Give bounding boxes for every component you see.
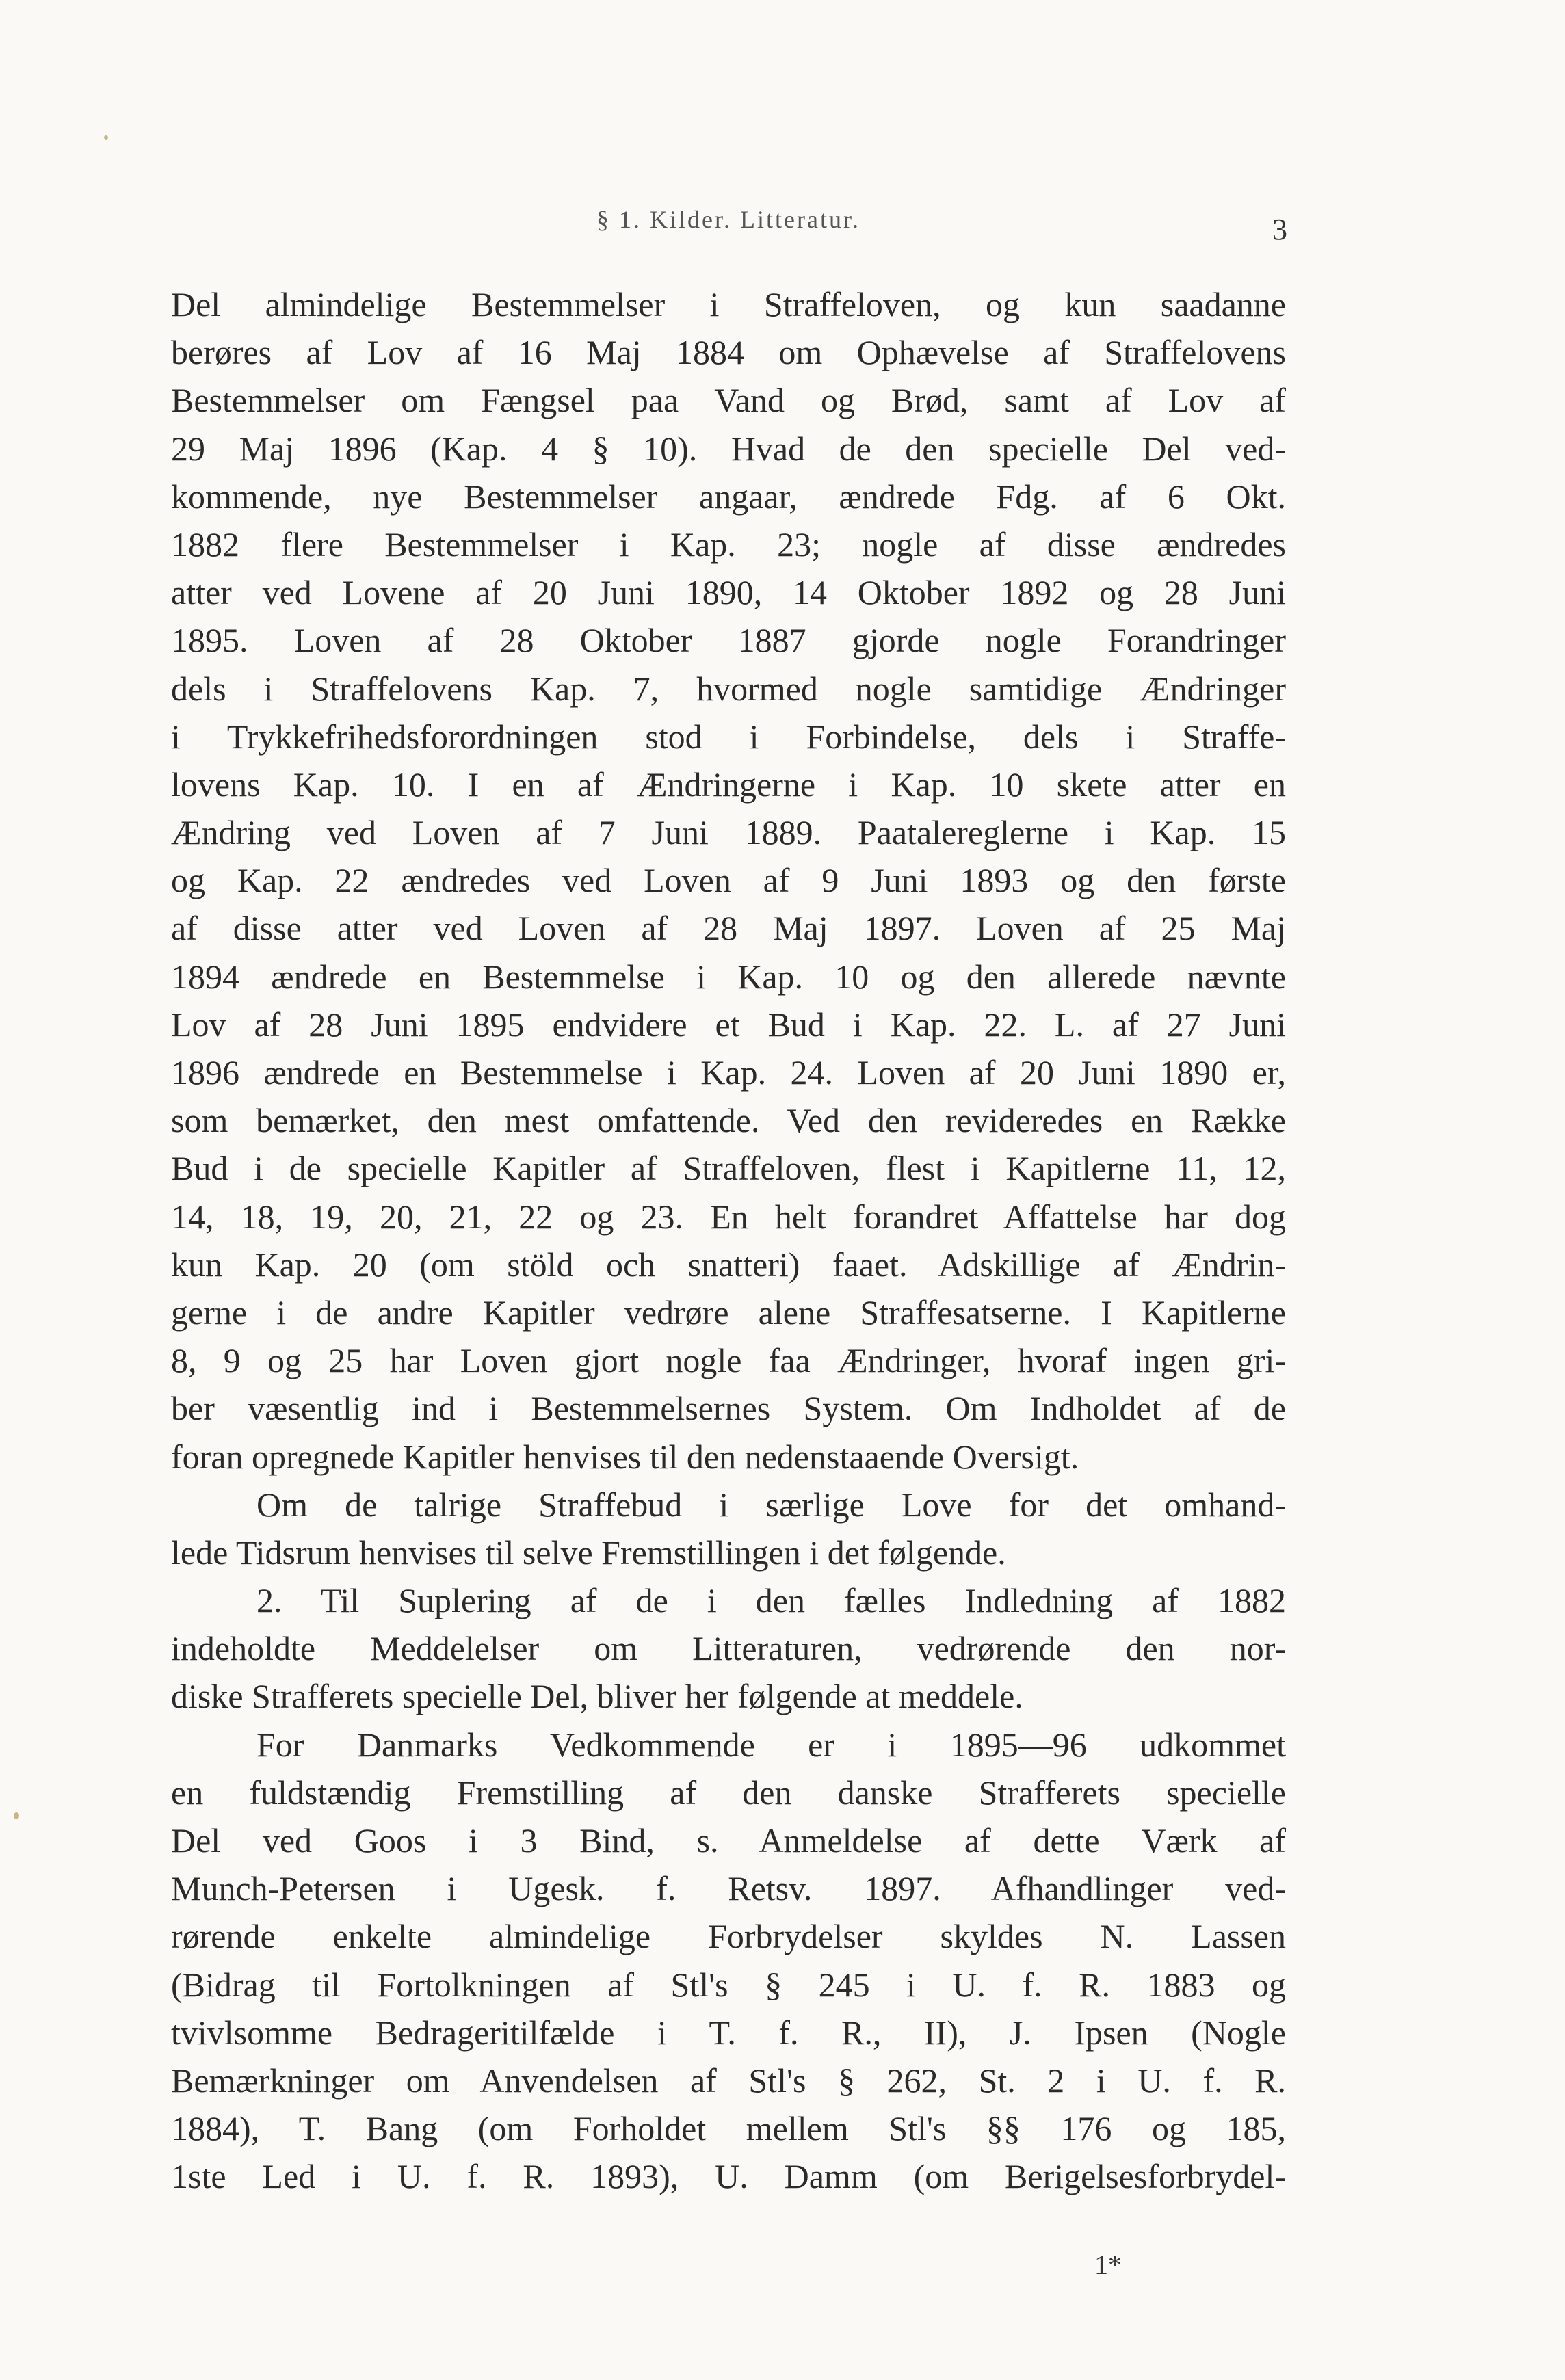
text-line: rørende enkelte almindelige Forbrydelser skyldes N. Lassen bbox=[171, 1917, 1286, 1956]
text-line: Del almindelige Bestemmelser i Straffeloven, og kun saadanne bbox=[171, 285, 1286, 323]
text-line: som bemærket, den mest omfattende. Ved den revideredes en Række bbox=[171, 1101, 1286, 1140]
running-head bbox=[171, 205, 1286, 253]
text-line: 2. Til Suplering af de i den fælles Indledning af 1882 bbox=[257, 1581, 1286, 1620]
text-line: foran opregnede Kapitler henvises til den nedenstaaende Oversigt. bbox=[171, 1437, 1079, 1476]
text-line: 8, 9 og 25 har Loven gjort nogle faa Ændringer, hvoraf ingen gri- bbox=[171, 1341, 1286, 1380]
text-line: 14, 18, 19, 20, 21, 22 og 23. En helt forandret Affattelse har dog bbox=[171, 1197, 1286, 1236]
text-line: Bestemmelser om Fængsel paa Vand og Brød, samt af Lov af bbox=[171, 381, 1286, 420]
text-line: tvivlsomme Bedrageritilfælde i T. f. R., II), J. Ipsen (Nogle bbox=[171, 2013, 1286, 2052]
text-line: Munch-Petersen i Ugesk. f. Retsv. 1897. Afhandlinger ved- bbox=[171, 1869, 1286, 1908]
text-line: 29 Maj 1896 (Kap. 4 § 10). Hvad de den specielle Del ved- bbox=[171, 429, 1286, 468]
text-line: For Danmarks Vedkommende er i 1895—96 udkommet bbox=[257, 1725, 1286, 1764]
text-line: diske Strafferets specielle Del, bliver her følgende at meddele. bbox=[171, 1677, 1023, 1716]
text-line: lovens Kap. 10. I en af Ændringerne i Kap. 10 skete atter en bbox=[171, 765, 1286, 804]
text-line: berøres af Lov af 16 Maj 1884 om Ophævelse af Straffelovens bbox=[171, 333, 1286, 372]
running-title: § 1. Kilder. Litteratur. bbox=[596, 206, 860, 233]
text-line: 1894 ændrede en Bestemmelse i Kap. 10 og den allerede nævnte bbox=[171, 957, 1286, 996]
text-line: 1882 flere Bestemmelser i Kap. 23; nogle af disse ændredes bbox=[171, 525, 1286, 564]
text-line: 1895. Loven af 28 Oktober 1887 gjorde nogle Forandringer bbox=[171, 621, 1286, 660]
text-line: Del ved Goos i 3 Bind, s. Anmeldelse af dette Værk af bbox=[171, 1821, 1286, 1860]
text-line: Ændring ved Loven af 7 Juni 1889. Paatalereglerne i Kap. 15 bbox=[171, 813, 1286, 852]
text-line: Om de talrige Straffebud i særlige Love for det omhand- bbox=[257, 1485, 1286, 1524]
paper-speck bbox=[14, 1812, 19, 1819]
text-line: kommende, nye Bestemmelser angaar, ændrede Fdg. af 6 Okt. bbox=[171, 477, 1286, 516]
text-line: af disse atter ved Loven af 28 Maj 1897. Loven af 25 Maj bbox=[171, 909, 1286, 948]
text-line: atter ved Lovene af 20 Juni 1890, 14 Oktober 1892 og 28 Juni bbox=[171, 573, 1286, 612]
text-line: gerne i de andre Kapitler vedrøre alene Straffesatserne. I Kapitlerne bbox=[171, 1293, 1286, 1332]
text-line: Bud i de specielle Kapitler af Straffeloven, flest i Kapitlerne 11, 12, bbox=[171, 1149, 1286, 1188]
text-line: indeholdte Meddelelser om Litteraturen, vedrørende den nor- bbox=[171, 1629, 1286, 1668]
paper-speck bbox=[104, 135, 108, 140]
text-line: i Trykkefrihedsforordningen stod i Forbindelse, dels i Straffe- bbox=[171, 717, 1286, 756]
page-number: 3 bbox=[1272, 213, 1287, 246]
text-line: ber væsentlig ind i Bestemmelsernes System. Om Indholdet af de bbox=[171, 1389, 1286, 1428]
text-line: Lov af 28 Juni 1895 endvidere et Bud i Kap. 22. L. af 27 Juni bbox=[171, 1005, 1286, 1044]
text-line: 1884), T. Bang (om Forholdet mellem Stl's §§ 176 og 185, bbox=[171, 2109, 1286, 2148]
text-line: (Bidrag til Fortolkningen af Stl's § 245 i U. f. R. 1883 og bbox=[171, 1965, 1286, 2004]
text-line: dels i Straffelovens Kap. 7, hvormed nogle samtidige Ændringer bbox=[171, 669, 1286, 708]
text-line: lede Tidsrum henvises til selve Fremstillingen i det følgende. bbox=[171, 1533, 1006, 1572]
body-text bbox=[171, 280, 1286, 2201]
text-line: Bemærkninger om Anvendelsen af Stl's § 262, St. 2 i U. f. R. bbox=[171, 2061, 1286, 2100]
text-line: og Kap. 22 ændredes ved Loven af 9 Juni 1893 og den første bbox=[171, 861, 1286, 900]
text-line: 1896 ændrede en Bestemmelse i Kap. 24. Loven af 20 Juni 1890 er, bbox=[171, 1053, 1286, 1092]
signature-mark: 1* bbox=[1094, 2249, 1122, 2280]
text-line: kun Kap. 20 (om stöld och snatteri) faaet. Adskillige af Ændrin- bbox=[171, 1245, 1286, 1284]
text-line: en fuldstændig Fremstilling af den danske Strafferets specielle bbox=[171, 1773, 1286, 1812]
text-line: 1ste Led i U. f. R. 1893), U. Damm (om Berigelsesforbrydel- bbox=[171, 2157, 1286, 2196]
